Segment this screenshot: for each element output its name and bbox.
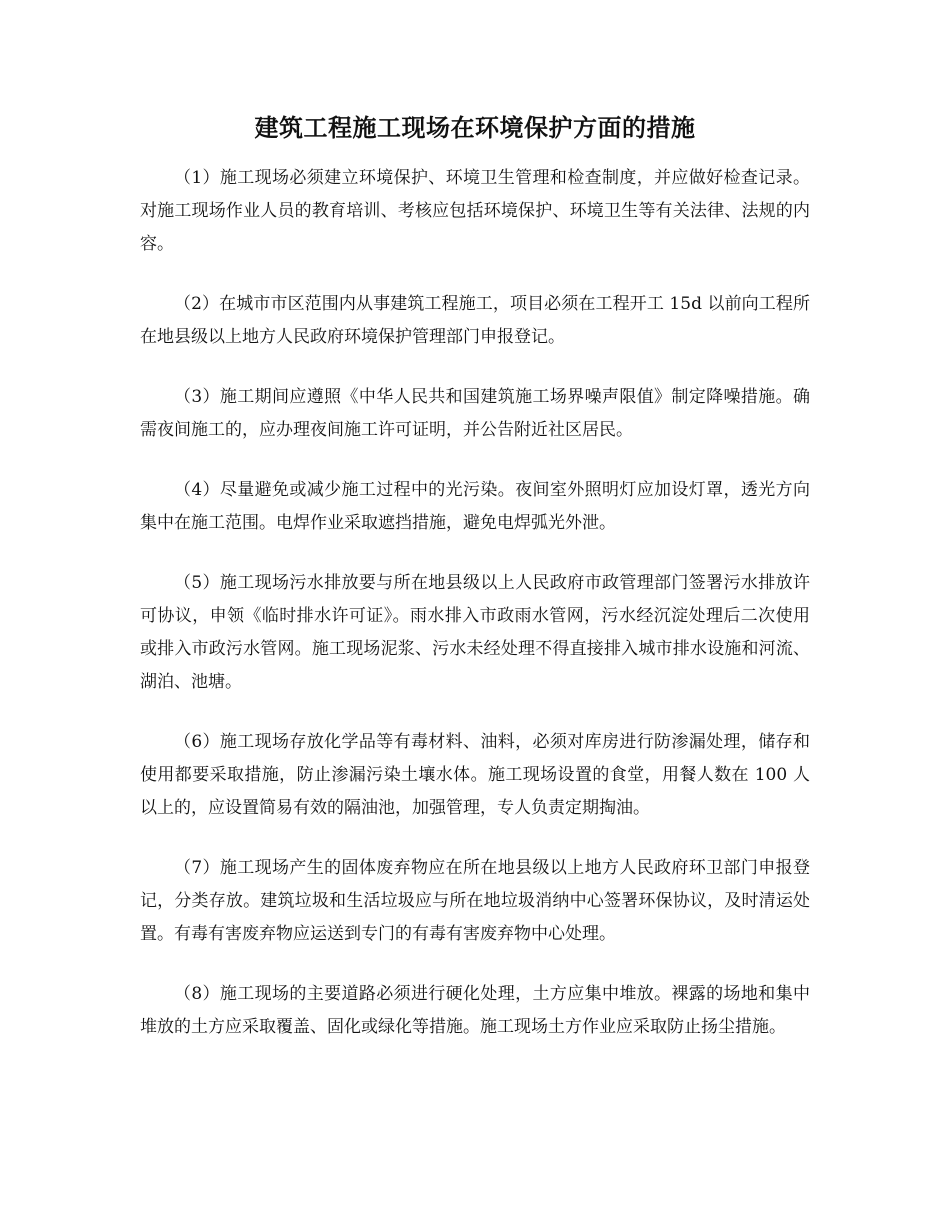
document-page	[140, 108, 810, 1071]
document-title: 建筑工程施工现场在环境保护方面的措施	[254, 114, 696, 142]
paragraph-2: （2）在城市市区范围内从事建筑工程施工，项目必须在工程开工 15d 以前向工程所在地县级以上地方人民政府环境保护管理部门申报登记。	[140, 294, 810, 347]
paragraph-1: （1）施工现场必须建立环境保护、环境卫生管理和检查制度，并应做好检查记录。对施工现场作业人员的教育培训、考核应包括环境保护、环境卫生等有关法律、法规的内容。	[140, 168, 810, 254]
paragraph-6: （6）施工现场存放化学品等有毒材料、油料，必须对库房进行防渗漏处理，储存和使用都要采取措施，防止渗漏污染土壤水体。施工现场设置的食堂，用餐人数在 100 人以上的，应设置简易有效的隔油池，加强管理，专人负责定期掏油。	[140, 732, 810, 818]
paragraph-4: （4）尽量避免或减少施工过程中的光污染。夜间室外照明灯应加设灯罩，透光方向集中在施工范围。电焊作业采取遮挡措施，避免电焊弧光外泄。	[140, 480, 810, 533]
paragraph-3: （3）施工期间应遵照《中华人民共和国建筑施工场界噪声限值》制定降噪措施。确需夜间施工的，应办理夜间施工许可证明，并公告附近社区居民。	[140, 387, 810, 440]
paragraph-5: （5）施工现场污水排放要与所在地县级以上人民政府市政管理部门签署污水排放许可协议，申领《临时排水许可证》。雨水排入市政雨水管网，污水经沉淀处理后二次使用或排入市政污水管网。施工现场泥浆、污水未经处理不得直接排入城市排水设施和河流、湖泊、池塘。	[140, 573, 810, 692]
paragraph-8: （8）施工现场的主要道路必须进行硬化处理，土方应集中堆放。裸露的场地和集中堆放的土方应采取覆盖、固化或绿化等措施。施工现场土方作业应采取防止扬尘措施。	[140, 984, 810, 1037]
paragraph-7: （7）施工现场产生的固体废弃物应在所在地县级以上地方人民政府环卫部门申报登记，分类存放。建筑垃圾和生活垃圾应与所在地垃圾消纳中心签署环保协议，及时清运处置。有毒有害废弃物应运送到专门的有毒有害废弃物中心处理。	[140, 858, 810, 944]
